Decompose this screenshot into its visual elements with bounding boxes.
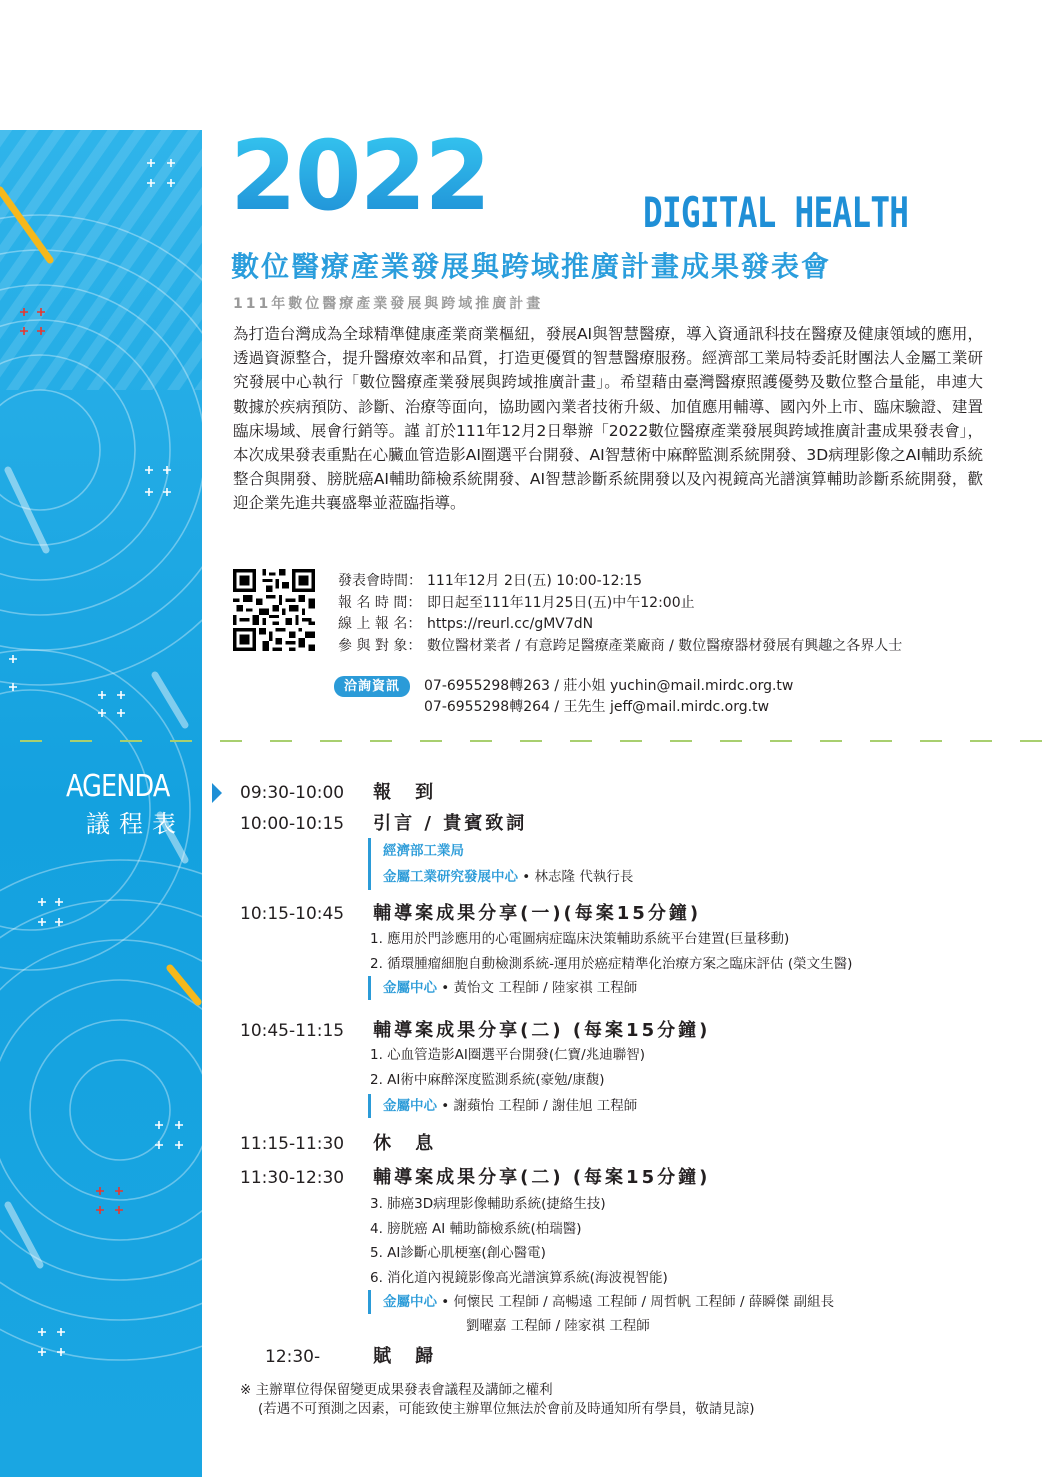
- section-divider: [20, 740, 1060, 742]
- online-registration-link[interactable]: https://reurl.cc/gMV7dN: [427, 616, 594, 632]
- registration-period-value: 即日起至111年11月25日(五)中午12:00止: [427, 594, 695, 611]
- speaker-block: [368, 838, 633, 890]
- contact-line-1: 07-6955298轉263 / 莊小姐 yuchin@mail.mirdc.org.tw: [424, 678, 794, 694]
- slot-items: [370, 1192, 668, 1290]
- list-item: 5. AI診斷心肌梗塞(創心醫電): [370, 1245, 546, 1261]
- english-subtitle: DIGITAL HEALTH: [643, 188, 909, 237]
- slot-items: [370, 927, 852, 976]
- list-item: 4. 膀胱癌 AI 輔助篩檢系統(柏瑞醫): [370, 1220, 582, 1237]
- agenda-heading-zh: 議程表: [86, 810, 185, 838]
- speaker-names-continued: 劉曜嘉 工程師 / 陸家祺 工程師: [466, 1318, 650, 1334]
- slot-items: [370, 1043, 645, 1092]
- slot-time: 09:30-10:00: [240, 783, 345, 803]
- slot-topic: 輔導案成果分享(一)(每案15分鐘): [373, 903, 702, 924]
- slot-time: 10:45-11:15: [240, 1021, 345, 1041]
- agenda-slot: [240, 1163, 710, 1189]
- speaker-block: [368, 976, 637, 1000]
- event-info: [338, 571, 902, 657]
- event-date-value: 111年12月 2日(五) 10:00-12:15: [427, 573, 643, 589]
- speaker-names: • 黃怡文 工程師 / 陸家祺 工程師: [437, 980, 638, 996]
- speaker-org: 金屬中心: [383, 980, 437, 996]
- slot-topic: 引言 / 貴賓致詞: [373, 813, 528, 834]
- audience-row: [338, 636, 902, 658]
- slot-topic: 輔導案成果分享(二) (每案15分鐘): [373, 1020, 711, 1041]
- online-registration-row: [338, 614, 902, 636]
- speaker-block: [368, 1094, 637, 1118]
- slot-topic: 報 到: [373, 782, 437, 803]
- list-item: 6. 消化道內視鏡影像高光譜演算系統(海波視智能): [370, 1269, 668, 1286]
- audience-value: 數位醫材業者 / 有意跨足醫療產業廠商 / 數位醫療器材發展有興趣之各界人士: [427, 637, 903, 654]
- contact-line-2: 07-6955298轉264 / 王先生 jeff@mail.mirdc.org.tw: [424, 699, 770, 715]
- list-item: 1. 應用於門診應用的心電圖病症臨床決策輔助系統平台建置(巨量移動): [370, 931, 790, 947]
- event-year: 2022: [230, 120, 490, 232]
- speaker-org: 經濟部工業局: [383, 843, 464, 859]
- speaker-org: 金屬工業研究發展中心: [383, 869, 518, 885]
- slot-topic: 輔導案成果分享(二) (每案15分鐘): [373, 1167, 711, 1188]
- agenda-slot: [240, 1129, 436, 1155]
- plan-name: 111年數位醫療產業發展與跨域推廣計畫: [233, 296, 544, 312]
- speaker-names: • 謝蘋怡 工程師 / 謝佳旭 工程師: [437, 1098, 638, 1114]
- event-date-row: [338, 571, 902, 593]
- slot-time: 11:30-12:30: [240, 1168, 345, 1188]
- intro-paragraph: 為打造台灣成為全球精準健康產業商業樞紐，發展AI與智慧醫療，導入資通訊科技在醫療及健康領域的應用，透過資源整合，提升醫療效率和品質，打造更優質的智慧醫療服務。經濟部工業局特委託財團法人金屬工業研究發展中心執行「數位醫療產業發展與跨域推廣計畫」。希望藉由臺灣醫療照護優勢及數位整合量能，串連大數據於疾病預防、診斷、治療等面向，協助國內業者技術升級、加值應用輔導、國內外上市、臨床驗證、建置臨床場域、展會行銷等。謹 訂於111年12月2日舉辦「2022數位醫療產業發展與跨域推廣計畫成果發表會」，本次成果發表重點在心臟血管造影AI圈選平台開發、AI智慧術中麻醉監測系統開發、3D病理影像之AI輔助系統整合與開發、膀胱癌AI輔助篩檢系統開發、AI智慧診斷系統開發以及內視鏡高光譜演算輔助診斷系統開發，歡迎企業先進共襄盛舉並蒞臨指導。: [233, 325, 983, 513]
- footnote-1: ※ 主辦單位得保留變更成果發表會議程及講師之權利: [240, 1382, 553, 1398]
- slot-time: 10:15-10:45: [240, 904, 345, 924]
- footnote-2: (若遇不可預測之因素，可能致使主辦單位無法於會前及時通知所有學員，敬請見諒): [258, 1401, 755, 1417]
- agenda-arrow-icon: [212, 783, 222, 803]
- list-item: 3. 肺癌3D病理影像輔助系統(捷絡生技): [370, 1196, 606, 1212]
- list-item: 2. AI術中麻醉深度監測系統(豪勉/康馥): [370, 1071, 605, 1088]
- speaker-name: • 林志隆 代執行長: [518, 869, 634, 885]
- event-title: 數位醫療產業發展與跨域推廣計畫成果發表會: [231, 250, 832, 283]
- registration-period-row: [338, 593, 902, 615]
- registration-period-label: 報 名 時 間：: [338, 594, 422, 611]
- speaker-org: 金屬中心: [383, 1294, 437, 1310]
- list-item: 2. 循環腫瘤細胞自動檢測系統-運用於癌症精準化治療方案之臨床評估 (榮文生醫): [370, 955, 853, 972]
- slot-time: 12:30-: [265, 1347, 321, 1367]
- slot-topic: 賦 歸: [373, 1346, 437, 1367]
- agenda-slot: [240, 809, 527, 835]
- qr-code-icon[interactable]: [233, 569, 315, 651]
- speaker-block: [368, 1290, 834, 1314]
- speaker-org: 金屬中心: [383, 1098, 437, 1114]
- event-date-label: 發表會時間：: [338, 573, 422, 589]
- slot-time: 11:15-11:30: [240, 1134, 345, 1154]
- agenda-slot: [240, 778, 436, 804]
- contact-info: [424, 676, 793, 718]
- agenda-slot: [265, 1342, 436, 1368]
- agenda-slot: [240, 1016, 710, 1042]
- list-item: 1. 心血管造影AI圈選平台開發(仁寶/兆迪聯智): [370, 1047, 645, 1063]
- footnotes: [240, 1381, 755, 1419]
- slot-time: 10:00-10:15: [240, 814, 345, 834]
- contact-badge: 洽詢資訊: [334, 676, 410, 697]
- agenda-slot: [240, 899, 701, 925]
- audience-label: 參 與 對 象：: [338, 637, 422, 654]
- slot-topic: 休 息: [373, 1133, 437, 1154]
- speaker-names: • 何懷民 工程師 / 高暢遠 工程師 / 周哲帆 工程師 / 薛瞬傑 副組長: [437, 1294, 835, 1310]
- agenda-heading-en: AGENDA: [66, 769, 170, 804]
- online-registration-label: 線 上 報 名：: [338, 616, 422, 632]
